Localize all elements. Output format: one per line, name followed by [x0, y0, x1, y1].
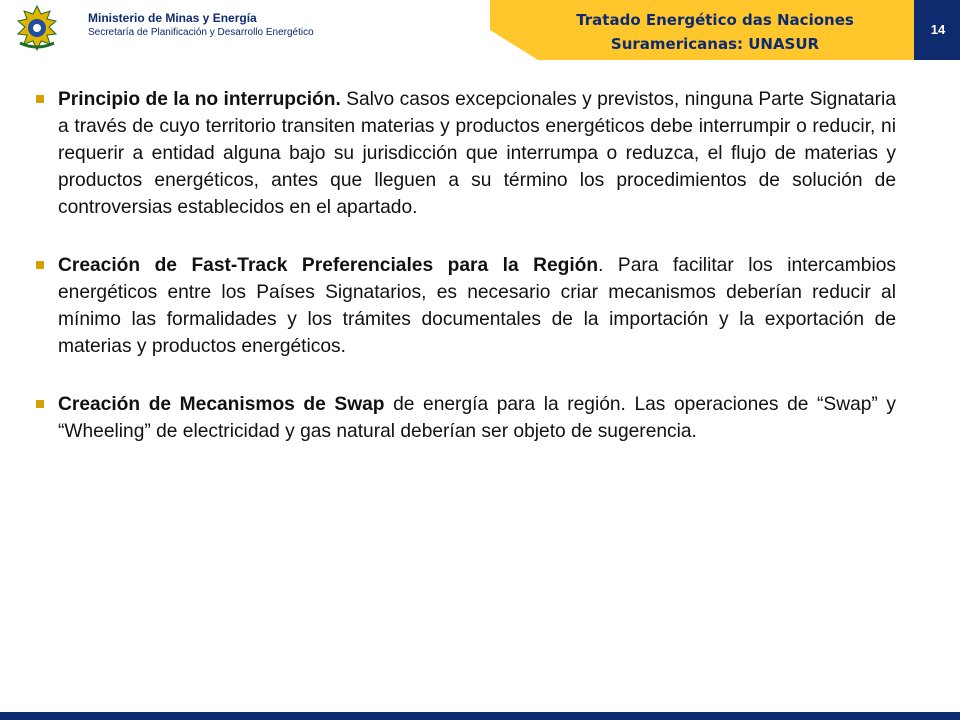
- item-body: . Para facilitar los intercambios energéticos entre los Países Signatarios, es necesario criar mecanismos deberían reducir al mínimo las formalidades y los trámites documentales de la importación y la exportación de materias y productos energéticos.: [58, 255, 896, 357]
- bullet-list: [34, 86, 896, 476]
- slide-title-line-1: Tratado Energético das Naciones: [576, 11, 854, 29]
- item-body: Salvo casos excepcionales y previstos, ninguna Parte Signataria a través de cuyo territorio transiten materias y productos energéticos debe interrumpir o reducir, ni requerir a entidad alguna bajo su jurisdicción que interrumpa o reduzca, el flujo de materias y productos energéticos, antes que lleguen a su término los procedimientos de solución de controversias establecidos en el apartado.: [58, 89, 896, 218]
- slide-title: [540, 8, 890, 56]
- list-item: [34, 391, 896, 445]
- list-item: [34, 252, 896, 360]
- item-lead: Creación de Fast-Track Preferenciales para la Región: [58, 255, 599, 276]
- square-bullet-icon: [36, 261, 44, 269]
- item-lead: Creación de Mecanismos de Swap: [58, 394, 385, 415]
- item-lead: Principio de la no interrupción.: [58, 89, 341, 110]
- slide-title-line-2: Suramericanas: UNASUR: [610, 35, 820, 53]
- item-body: de energía para la región. Las operaciones de “Swap” y “Wheeling” de electricidad y gas natural deberían ser objeto de sugerencia.: [58, 394, 896, 442]
- header: [0, 0, 960, 68]
- square-bullet-icon: [36, 95, 44, 103]
- secretaria-name: Secretaría de Planificación y Desarrollo Energético: [88, 27, 314, 38]
- list-item: [34, 86, 896, 221]
- page-number: 14: [930, 22, 946, 37]
- footer-bar: [0, 712, 960, 720]
- ministry-name: Ministerio de Minas y Energía: [88, 11, 257, 25]
- square-bullet-icon: [36, 400, 44, 408]
